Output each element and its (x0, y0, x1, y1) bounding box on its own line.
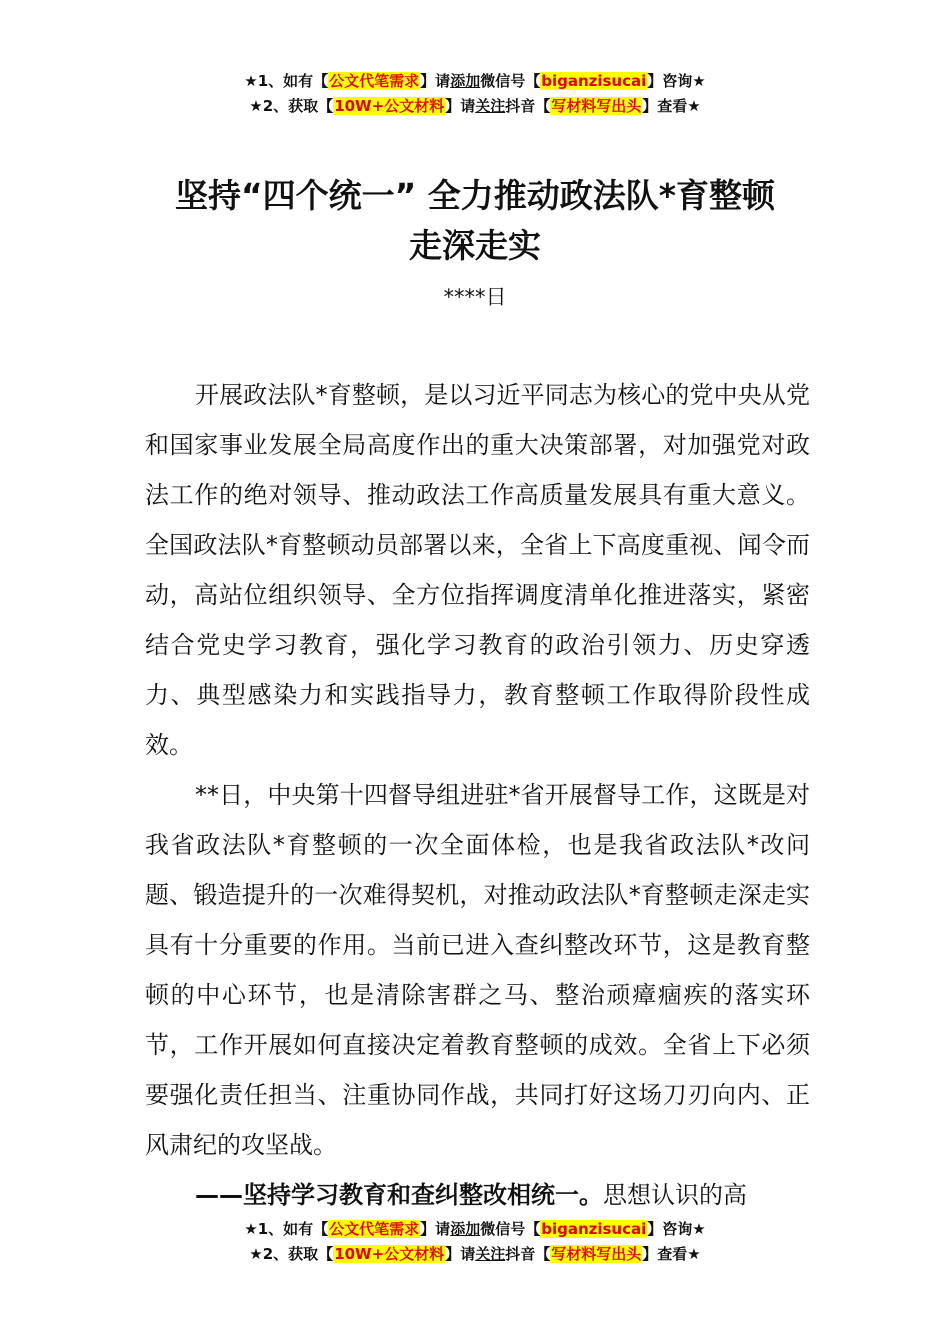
ad-text: 】查看★ (642, 1245, 701, 1263)
document-body (145, 370, 810, 1220)
paragraph (145, 1170, 810, 1220)
ad-highlight: 写材料写出头 (551, 1245, 642, 1263)
page-title-line-1: 坚持“四个统一” 全力推动政法队*育整顿 (174, 176, 776, 215)
ad-text: 】查看★ (642, 97, 701, 115)
page-title-line-2: 走深走实 (409, 226, 541, 265)
ad-highlight: biganzisucai (541, 1220, 647, 1238)
date-line: ****日 (443, 285, 507, 309)
ad-text: 抖音【 (505, 97, 551, 115)
ad-highlight: biganzisucai (541, 72, 647, 90)
footer-ad-line-1 (0, 1218, 950, 1240)
paragraph: 开展政法队*育整顿，是以习近平同志为核心的党中央从党和国家事业发展全局高度作出的重大决策部署，对加强党对政法工作的绝对领导、推动政法工作高质量发展具有重大意义。全国政法队*育整顿动员部署以来，全省上下高度重视、闻令而动，高站位组织领导、全方位指挥调度清单化推进落实，紧密结合党史学习教育，强化学习教育的政治引领力、历史穿透力、典型感染力和实践指导力，教育整顿工作取得阶段性成效。 (145, 381, 810, 759)
header-ad-line-1 (0, 70, 950, 92)
ad-text: ★1、如有【 (244, 72, 329, 90)
ad-text: 】请 (420, 1220, 451, 1238)
paragraph: **日，中央第十四督导组进驻*省开展督导工作，这既是对我省政法队*育整顿的一次全面体检，也是我省政法队*改问题、锻造提升的一次难得契机，对推动政法队*育整顿走深走实具有十分重要的作用。当前已进入查纠整改环节，这是教育整顿的中心环节，也是清除害群之马、整治顽瘴痼疾的落实环节，工作开展如何直接决定着教育整顿的成效。全省上下必须要强化责任担当、注重协同作战，共同打好这场刀刃向内、正风肃纪的攻坚战。 (145, 781, 810, 1159)
ad-highlight: 10W+公文材料 (334, 97, 445, 115)
paragraph-heading: ——坚持学习教育和查纠整改相统一。 (195, 1181, 603, 1209)
ad-text: 微信号【 (480, 1220, 541, 1238)
ad-underline: 关注 (475, 97, 506, 115)
ad-underline: 添加 (450, 1220, 481, 1238)
ad-text: 微信号【 (480, 72, 541, 90)
ad-highlight: 公文代笔需求 (329, 72, 420, 90)
paragraph-text: 思想认识的高 (603, 1181, 747, 1209)
ad-text: 抖音【 (505, 1245, 551, 1263)
ad-text: 】请 (445, 97, 476, 115)
ad-text: ★1、如有【 (244, 1220, 329, 1238)
ad-text: 】咨询★ (647, 72, 706, 90)
ad-text: 】咨询★ (647, 1220, 706, 1238)
ad-highlight: 公文代笔需求 (329, 1220, 420, 1238)
header-ad-line-2 (0, 95, 950, 117)
footer-ad-line-2 (0, 1243, 950, 1265)
ad-text: ★2、获取【 (249, 1245, 334, 1263)
ad-text: 】请 (420, 72, 451, 90)
ad-text: 】请 (445, 1245, 476, 1263)
ad-underline: 添加 (450, 72, 481, 90)
ad-underline: 关注 (475, 1245, 506, 1263)
ad-text: ★2、获取【 (249, 97, 334, 115)
ad-highlight: 10W+公文材料 (334, 1245, 445, 1263)
ad-highlight: 写材料写出头 (551, 97, 642, 115)
